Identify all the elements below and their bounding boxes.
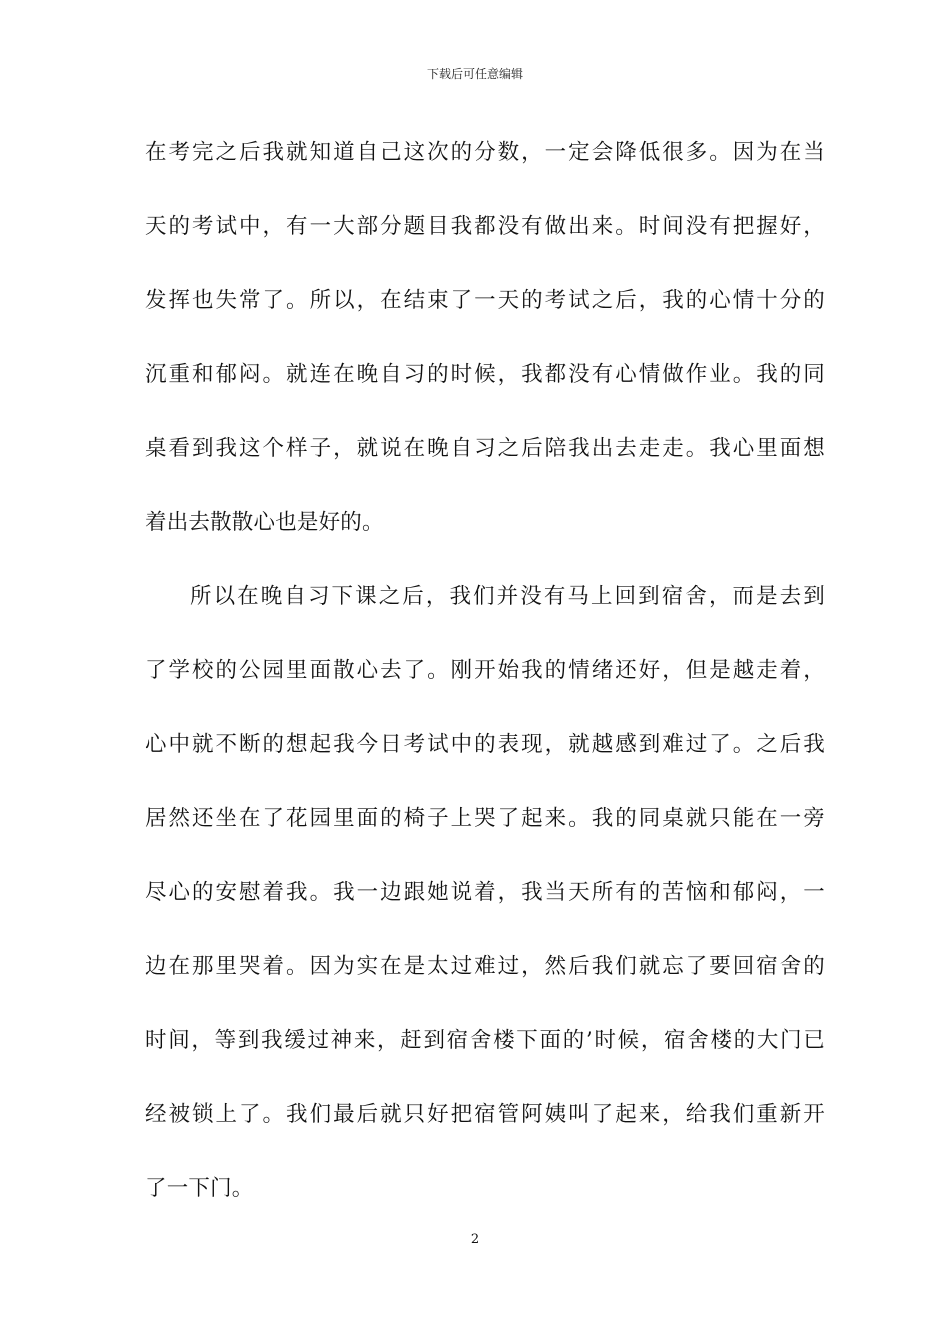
paragraph-line: 发挥也失常了。所以，在结束了一天的考试之后，我的心情十分的 [145, 288, 825, 313]
paragraph-line: 沉重和郁闷。就连在晚自习的时候，我都没有心情做作业。我的同 [145, 362, 825, 387]
page-number: 2 [470, 1232, 480, 1247]
page-header: 下载后可任意编辑 [426, 67, 523, 81]
paragraph-line: 尽心的安慰着我。我一边跟她说着，我当天所有的苦恼和郁闷，一 [145, 880, 825, 905]
paragraph-line: 时间，等到我缓过神来，赶到宿舍楼下面的’时候，宿舍楼的大门已 [145, 1028, 825, 1053]
paragraph-line: 经被锁上了。我们最后就只好把宿管阿姨叫了起来，给我们重新开 [145, 1102, 825, 1127]
paragraph-line: 边在那里哭着。因为实在是太过难过，然后我们就忘了要回宿舍的 [145, 954, 825, 979]
paragraph-line: 桌看到我这个样子，就说在晚自习之后陪我出去走走。我心里面想 [145, 436, 825, 461]
paragraph-line: 着出去散散心也是好的。 [145, 510, 384, 535]
paragraph-line: 所以在晚自习下课之后，我们并没有马上回到宿舍，而是去到 [190, 584, 825, 609]
paragraph-line: 了学校的公园里面散心去了。刚开始我的情绪还好，但是越走着， [145, 658, 825, 683]
paragraph-line: 在考完之后我就知道自己这次的分数，一定会降低很多。因为在当 [145, 140, 825, 165]
paragraph-line: 居然还坐在了花园里面的椅子上哭了起来。我的同桌就只能在一旁 [145, 806, 825, 831]
paragraph-line: 心中就不断的想起我今日考试中的表现，就越感到难过了。之后我 [145, 732, 825, 757]
paragraph-line: 了一下门。 [145, 1176, 254, 1201]
paragraph-line: 天的考试中，有一大部分题目我都没有做出来。时间没有把握好， [145, 214, 825, 239]
